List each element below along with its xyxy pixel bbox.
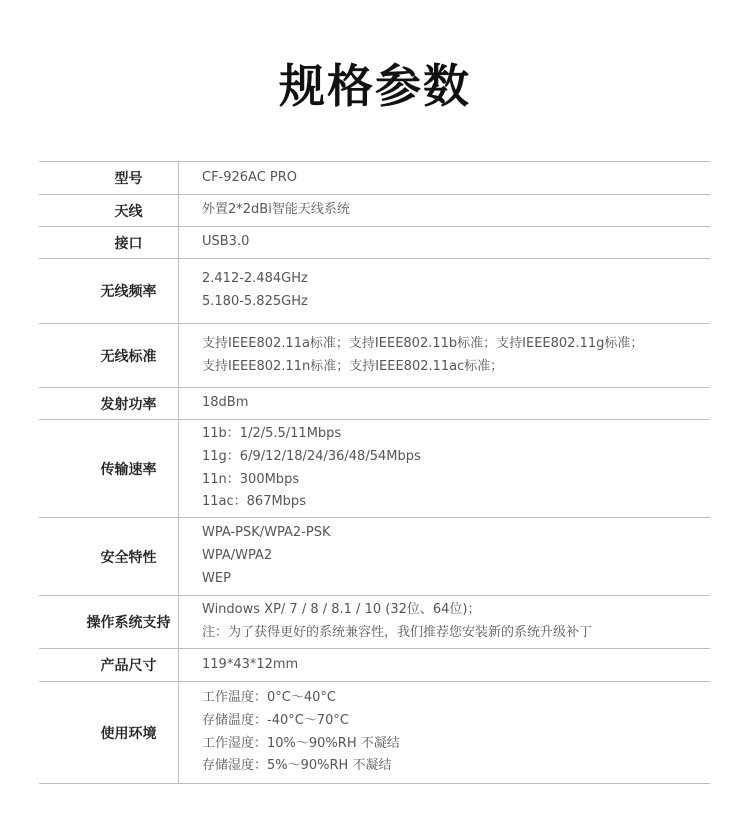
- spec-label: 发射功率: [39, 388, 179, 419]
- spec-value-line: WPA-PSK/WPA2-PSK: [202, 525, 331, 541]
- spec-value-line: 工作湿度：10%～90%RH 不凝结: [202, 735, 400, 751]
- spec-value-line: 支持IEEE802.11a标准；支持IEEE802.11b标准；支持IEEE802.11g标准；: [202, 335, 644, 351]
- spec-value-line: 存储湿度：5%～90%RH 不凝结: [202, 758, 392, 774]
- spec-label: 接口: [39, 227, 179, 258]
- spec-value-line: CF-926AC PRO: [202, 169, 298, 185]
- spec-row: [39, 420, 710, 518]
- spec-row: [39, 649, 710, 682]
- spec-row: [39, 162, 710, 195]
- spec-value-line: WPA/WPA2: [202, 548, 273, 564]
- spec-values: [179, 649, 710, 681]
- spec-values: [179, 324, 710, 387]
- spec-table: [39, 161, 710, 784]
- spec-value-line: USB3.0: [202, 234, 250, 250]
- spec-value-line: 11ac：867Mbps: [202, 494, 306, 510]
- spec-value-line: 支持IEEE802.11n标准；支持IEEE802.11ac标准；: [202, 358, 504, 374]
- spec-label: 产品尺寸: [39, 649, 179, 681]
- spec-row: [39, 682, 710, 784]
- spec-values: [179, 420, 710, 517]
- spec-values: [179, 195, 710, 226]
- spec-value-line: 存储温度：-40°C～70°C: [202, 712, 349, 728]
- spec-value-line: 工作温度：0°C～40°C: [202, 689, 336, 705]
- spec-row: [39, 227, 710, 259]
- spec-values: [179, 518, 710, 595]
- spec-label: 型号: [39, 162, 179, 194]
- spec-label: 天线: [39, 195, 179, 226]
- spec-value-line: 外置2*2dBi智能天线系统: [202, 202, 350, 218]
- spec-values: [179, 162, 710, 194]
- spec-value-line: Windows XP/ 7 / 8 / 8.1 / 10 (32位、64位)；: [202, 602, 481, 618]
- spec-label: 安全特性: [39, 518, 179, 595]
- spec-value-line: 119*43*12mm: [202, 656, 299, 672]
- spec-label: 无线标准: [39, 324, 179, 387]
- spec-row: [39, 195, 710, 227]
- spec-value-line: 注：为了获得更好的系统兼容性，我们推荐您安装新的系统升级补丁: [202, 625, 593, 640]
- spec-label: 传输速率: [39, 420, 179, 517]
- spec-label: 无线频率: [39, 259, 179, 323]
- spec-row: [39, 518, 710, 596]
- spec-row: [39, 259, 710, 324]
- spec-values: [179, 682, 710, 783]
- spec-value-line: 18dBm: [202, 395, 249, 411]
- spec-values: [179, 259, 710, 323]
- spec-label: 操作系统支持: [39, 596, 179, 648]
- spec-value-line: 11b：1/2/5.5/11Mbps: [202, 425, 342, 441]
- spec-row: [39, 324, 710, 388]
- spec-value-line: 11n：300Mbps: [202, 471, 300, 487]
- spec-row: [39, 388, 710, 420]
- spec-value-line: 2.412-2.484GHz: [202, 271, 308, 287]
- spec-row: [39, 596, 710, 649]
- page-title: 规格参数: [279, 59, 471, 113]
- spec-label: 使用环境: [39, 682, 179, 783]
- spec-values: [179, 388, 710, 419]
- spec-values: [179, 596, 710, 648]
- spec-values: [179, 227, 710, 258]
- spec-value-line: WEP: [202, 570, 231, 586]
- spec-value-line: 11g：6/9/12/18/24/36/48/54Mbps: [202, 448, 421, 464]
- spec-value-line: 5.180-5.825GHz: [202, 294, 308, 309]
